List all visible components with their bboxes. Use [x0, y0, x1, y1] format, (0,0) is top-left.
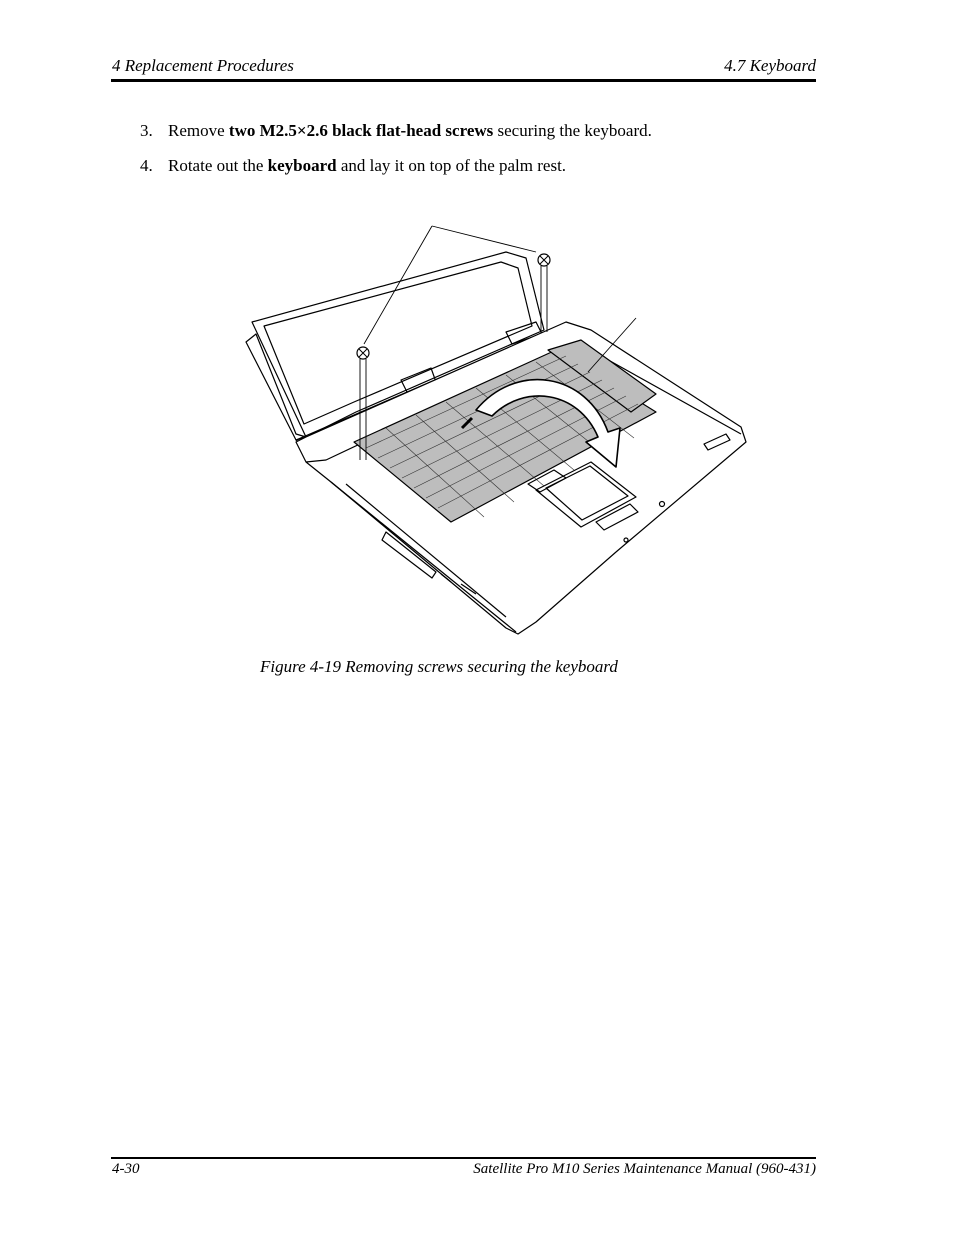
header-subsection: 4.7 Keyboard	[724, 56, 816, 75]
page-header	[112, 56, 816, 78]
footer-rule	[111, 1157, 816, 1159]
header-rule	[111, 79, 816, 82]
page-footer	[112, 1161, 816, 1181]
step-text-prefix: Remove	[168, 121, 229, 140]
step-4	[140, 156, 566, 176]
step-3	[140, 121, 652, 141]
keyboard-removal-illustration	[236, 222, 756, 642]
step-text-bold: two M2.5×2.6 black flat-head screws	[228, 121, 494, 140]
page-number: 4-30	[112, 1161, 140, 1177]
step-text-bold: keyboard	[267, 156, 337, 175]
step-text-suffix: and lay it on top of the palm rest.	[336, 156, 567, 175]
manual-title: Satellite Pro M10 Series Maintenance Manual (960-431)	[473, 1161, 816, 1177]
step-number: 3.	[140, 121, 153, 140]
figure-caption: Figure 4-19 Removing screws securing the keyboard	[260, 657, 618, 676]
step-number: 4.	[140, 156, 153, 175]
step-text-suffix: securing the keyboard.	[493, 121, 652, 140]
header-section: 4 Replacement Procedures	[112, 56, 294, 75]
step-text-prefix: Rotate out the	[168, 156, 268, 175]
